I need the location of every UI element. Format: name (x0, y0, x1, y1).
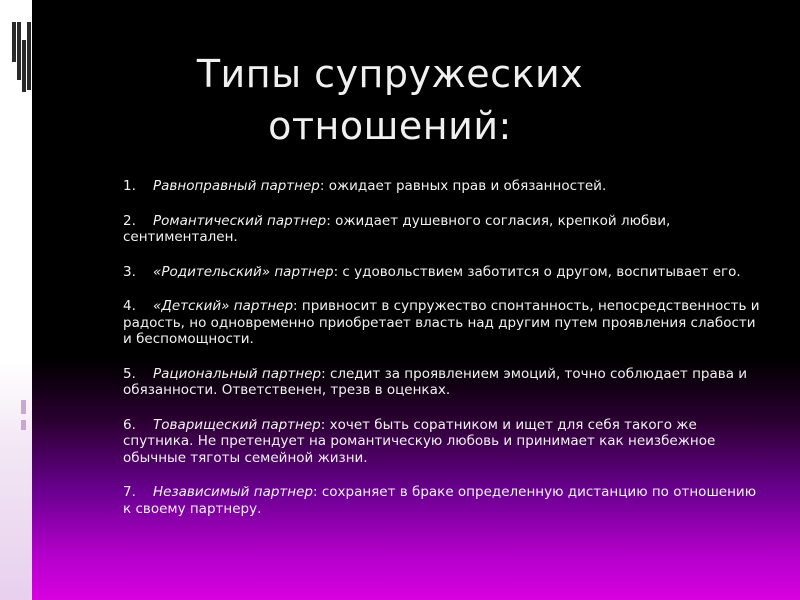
item-number: 2. (123, 212, 136, 229)
item-number: 3. (123, 263, 136, 280)
item-list (123, 178, 763, 535)
decorative-bar (21, 420, 26, 430)
list-item (123, 264, 763, 281)
item-term: Романтический партнер (153, 212, 327, 229)
decorative-bar (17, 22, 21, 80)
item-term: Независимый партнер (153, 484, 313, 500)
item-text: : ожидает душевного согласия, крепкой любви, сентиментален. (123, 212, 671, 245)
slide-title (150, 48, 630, 152)
item-text: : следит за проявлением эмоций, точно соблюдает права и обязанности. Ответственен, трезв в оценках. (123, 365, 748, 398)
decorative-bar (21, 400, 26, 414)
title-line-2: отношений: (268, 104, 512, 148)
side-decoration-strip (0, 0, 32, 600)
item-text: : с удовольствием заботится о другом, воспитывает его. (333, 263, 741, 280)
list-item (123, 213, 763, 246)
decorative-bar (12, 22, 16, 62)
list-item (123, 366, 763, 399)
item-term: Товарищеский партнер (153, 416, 321, 433)
title-line-1: Типы супружеских (196, 52, 584, 96)
decorative-bar (27, 22, 31, 90)
item-term: Рациональный партнер (153, 365, 322, 382)
item-term: «Детский» партнер (153, 298, 294, 314)
item-term: «Родительский» партнер (153, 263, 334, 280)
item-term: Равноправный партнер (153, 178, 320, 194)
item-number: 6. (123, 416, 136, 433)
list-item (123, 417, 763, 467)
item-text: : хочет быть соратником и ищет для себя такого же спутника. Не претендует на романтическую любовь и принимает как неизбежное обычные тяготы семейной жизни. (123, 416, 716, 466)
item-number: 1. (123, 178, 136, 194)
list-item (123, 298, 763, 348)
decorative-bar (22, 40, 26, 92)
list-item (123, 178, 763, 195)
item-text: : ожидает равных прав и обязанностей. (319, 178, 607, 194)
item-text: : привносит в супружество спонтанность, непосредственность и радость, но одновременно приобретает власть над другим путем проявления слабости и беспомощности. (123, 298, 760, 347)
item-number: 7. (123, 484, 136, 500)
item-text: : сохраняет в браке определенную дистанцию по отношению к своему партнеру. (123, 484, 757, 517)
item-number: 5. (123, 365, 136, 382)
list-item (123, 484, 763, 517)
item-number: 4. (123, 298, 136, 314)
